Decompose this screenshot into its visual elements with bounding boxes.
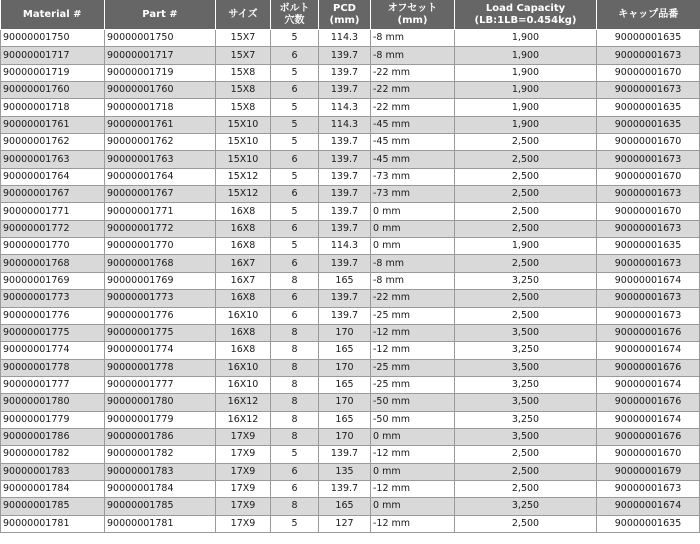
cell-cap-part: 90000001670	[597, 168, 700, 185]
header-size	[216, 0, 271, 30]
cell-load-capacity: 2,500	[455, 480, 597, 497]
header-pcd	[319, 0, 371, 30]
cell-bolt-count: 6	[271, 151, 319, 168]
cell-material: 90000001774	[1, 342, 105, 359]
cell-pcd: 114.3	[319, 238, 371, 255]
cell-cap-part: 90000001673	[597, 220, 700, 237]
table-row	[1, 290, 700, 307]
cell-material: 90000001778	[1, 359, 105, 376]
cell-offset: -22 mm	[371, 82, 455, 99]
cell-pcd: 139.7	[319, 446, 371, 463]
cell-offset: 0 mm	[371, 428, 455, 445]
cell-size: 15X10	[216, 134, 271, 151]
cell-part: 90000001778	[105, 359, 216, 376]
cell-cap-part: 90000001635	[597, 116, 700, 133]
header-offset-line2: (mm)	[397, 14, 428, 26]
cell-part: 90000001783	[105, 463, 216, 480]
table-row	[1, 515, 700, 532]
cell-load-capacity: 2,500	[455, 515, 597, 532]
cell-offset: 0 mm	[371, 220, 455, 237]
cell-pcd: 139.7	[319, 151, 371, 168]
cell-size: 15X8	[216, 82, 271, 99]
cell-part: 90000001771	[105, 203, 216, 220]
cell-bolt-count: 5	[271, 203, 319, 220]
cell-cap-part: 90000001670	[597, 446, 700, 463]
table-row	[1, 203, 700, 220]
cell-pcd: 170	[319, 428, 371, 445]
cell-size: 15X10	[216, 116, 271, 133]
table-row	[1, 498, 700, 515]
cell-load-capacity: 2,500	[455, 151, 597, 168]
header-pcd-line1: PCD	[333, 2, 356, 14]
cell-part: 90000001770	[105, 238, 216, 255]
cell-cap-part: 90000001670	[597, 203, 700, 220]
header-part	[105, 0, 216, 30]
cell-offset: -12 mm	[371, 342, 455, 359]
table-row	[1, 272, 700, 289]
cell-material: 90000001762	[1, 134, 105, 151]
cell-load-capacity: 1,900	[455, 116, 597, 133]
table-row	[1, 99, 700, 116]
cell-material: 90000001775	[1, 324, 105, 341]
cell-part: 90000001761	[105, 116, 216, 133]
cell-part: 90000001772	[105, 220, 216, 237]
cell-cap-part: 90000001676	[597, 359, 700, 376]
cell-cap-part: 90000001635	[597, 238, 700, 255]
cell-bolt-count: 6	[271, 255, 319, 272]
cell-size: 16X10	[216, 359, 271, 376]
cell-bolt-count: 8	[271, 359, 319, 376]
cell-cap-part: 90000001670	[597, 134, 700, 151]
cell-pcd: 170	[319, 324, 371, 341]
cell-pcd: 139.7	[319, 480, 371, 497]
cell-offset: -25 mm	[371, 307, 455, 324]
cell-size: 16X8	[216, 220, 271, 237]
header-size-label: サイズ	[228, 8, 258, 20]
cell-material: 90000001783	[1, 463, 105, 480]
table-row	[1, 463, 700, 480]
cell-cap-part: 90000001674	[597, 498, 700, 515]
header-load	[455, 0, 597, 30]
cell-load-capacity: 1,900	[455, 47, 597, 64]
cell-load-capacity: 2,500	[455, 220, 597, 237]
cell-size: 16X8	[216, 342, 271, 359]
cell-part: 90000001774	[105, 342, 216, 359]
cell-pcd: 139.7	[319, 220, 371, 237]
cell-part: 90000001782	[105, 446, 216, 463]
cell-cap-part: 90000001673	[597, 151, 700, 168]
cell-part: 90000001763	[105, 151, 216, 168]
cell-pcd: 114.3	[319, 99, 371, 116]
cell-offset: -73 mm	[371, 168, 455, 185]
cell-bolt-count: 8	[271, 498, 319, 515]
cell-bolt-count: 6	[271, 480, 319, 497]
cell-part: 90000001781	[105, 515, 216, 532]
cell-size: 16X8	[216, 203, 271, 220]
cell-load-capacity: 2,500	[455, 134, 597, 151]
cell-cap-part: 90000001674	[597, 272, 700, 289]
cell-bolt-count: 6	[271, 47, 319, 64]
cell-pcd: 139.7	[319, 255, 371, 272]
table-row	[1, 342, 700, 359]
cell-bolt-count: 8	[271, 428, 319, 445]
cell-offset: -8 mm	[371, 30, 455, 47]
cell-cap-part: 90000001673	[597, 307, 700, 324]
cell-offset: 0 mm	[371, 238, 455, 255]
cell-material: 90000001782	[1, 446, 105, 463]
cell-load-capacity: 3,250	[455, 272, 597, 289]
table-row	[1, 168, 700, 185]
cell-pcd: 139.7	[319, 290, 371, 307]
cell-pcd: 165	[319, 411, 371, 428]
cell-size: 16X10	[216, 376, 271, 393]
cell-pcd: 165	[319, 272, 371, 289]
cell-bolt-count: 6	[271, 220, 319, 237]
cell-cap-part: 90000001676	[597, 324, 700, 341]
cell-material: 90000001779	[1, 411, 105, 428]
cell-load-capacity: 2,500	[455, 446, 597, 463]
cell-offset: -8 mm	[371, 272, 455, 289]
cell-cap-part: 90000001679	[597, 463, 700, 480]
cell-load-capacity: 1,900	[455, 238, 597, 255]
cell-material: 90000001719	[1, 64, 105, 81]
cell-offset: -50 mm	[371, 411, 455, 428]
cell-offset: -25 mm	[371, 376, 455, 393]
header-cap	[597, 0, 700, 30]
cell-bolt-count: 5	[271, 515, 319, 532]
cell-pcd: 139.7	[319, 64, 371, 81]
cell-bolt-count: 6	[271, 307, 319, 324]
cell-bolt-count: 8	[271, 272, 319, 289]
cell-part: 90000001784	[105, 480, 216, 497]
cell-cap-part: 90000001673	[597, 82, 700, 99]
cell-size: 17X9	[216, 515, 271, 532]
cell-bolt-count: 6	[271, 82, 319, 99]
cell-material: 90000001773	[1, 290, 105, 307]
cell-part: 90000001764	[105, 168, 216, 185]
cell-pcd: 114.3	[319, 30, 371, 47]
cell-material: 90000001771	[1, 203, 105, 220]
header-bolt-line2: 穴数	[284, 14, 305, 26]
cell-size: 15X7	[216, 47, 271, 64]
cell-offset: -12 mm	[371, 515, 455, 532]
cell-size: 17X9	[216, 463, 271, 480]
cell-part: 90000001768	[105, 255, 216, 272]
cell-part: 90000001769	[105, 272, 216, 289]
table-row	[1, 116, 700, 133]
cell-pcd: 165	[319, 342, 371, 359]
cell-bolt-count: 5	[271, 30, 319, 47]
cell-cap-part: 90000001673	[597, 47, 700, 64]
cell-bolt-count: 8	[271, 394, 319, 411]
cell-bolt-count: 5	[271, 446, 319, 463]
cell-cap-part: 90000001670	[597, 64, 700, 81]
cell-offset: -22 mm	[371, 99, 455, 116]
cell-size: 16X12	[216, 411, 271, 428]
cell-material: 90000001784	[1, 480, 105, 497]
cell-pcd: 127	[319, 515, 371, 532]
table-row	[1, 64, 700, 81]
cell-part: 90000001717	[105, 47, 216, 64]
table-row	[1, 394, 700, 411]
cell-size: 15X7	[216, 30, 271, 47]
cell-cap-part: 90000001673	[597, 255, 700, 272]
cell-bolt-count: 8	[271, 342, 319, 359]
header-material	[1, 0, 105, 30]
cell-offset: -12 mm	[371, 324, 455, 341]
table-row	[1, 411, 700, 428]
cell-size: 17X9	[216, 498, 271, 515]
cell-pcd: 165	[319, 498, 371, 515]
cell-bolt-count: 5	[271, 64, 319, 81]
cell-load-capacity: 3,500	[455, 428, 597, 445]
cell-part: 90000001776	[105, 307, 216, 324]
cell-load-capacity: 2,500	[455, 186, 597, 203]
cell-material: 90000001776	[1, 307, 105, 324]
cell-pcd: 139.7	[319, 186, 371, 203]
cell-load-capacity: 1,900	[455, 82, 597, 99]
cell-load-capacity: 3,250	[455, 342, 597, 359]
cell-offset: -45 mm	[371, 116, 455, 133]
cell-pcd: 139.7	[319, 82, 371, 99]
header-pcd-line2: (mm)	[329, 14, 360, 26]
cell-bolt-count: 5	[271, 134, 319, 151]
cell-offset: -45 mm	[371, 151, 455, 168]
cell-pcd: 139.7	[319, 47, 371, 64]
cell-bolt-count: 5	[271, 168, 319, 185]
cell-material: 90000001763	[1, 151, 105, 168]
cell-pcd: 139.7	[319, 203, 371, 220]
cell-size: 17X9	[216, 446, 271, 463]
cell-material: 90000001718	[1, 99, 105, 116]
cell-size: 16X8	[216, 238, 271, 255]
cell-bolt-count: 6	[271, 463, 319, 480]
cell-bolt-count: 8	[271, 376, 319, 393]
cell-offset: -22 mm	[371, 290, 455, 307]
cell-material: 90000001767	[1, 186, 105, 203]
cell-load-capacity: 2,500	[455, 255, 597, 272]
cell-material: 90000001769	[1, 272, 105, 289]
cell-load-capacity: 2,500	[455, 203, 597, 220]
table-row	[1, 186, 700, 203]
cell-size: 16X12	[216, 394, 271, 411]
cell-material: 90000001760	[1, 82, 105, 99]
cell-load-capacity: 2,500	[455, 307, 597, 324]
cell-bolt-count: 6	[271, 186, 319, 203]
cell-load-capacity: 2,500	[455, 290, 597, 307]
cell-bolt-count: 8	[271, 411, 319, 428]
cell-pcd: 165	[319, 376, 371, 393]
cell-load-capacity: 3,250	[455, 376, 597, 393]
cell-pcd: 170	[319, 394, 371, 411]
cell-material: 90000001777	[1, 376, 105, 393]
cell-material: 90000001785	[1, 498, 105, 515]
cell-offset: -45 mm	[371, 134, 455, 151]
cell-size: 15X8	[216, 99, 271, 116]
cell-cap-part: 90000001674	[597, 342, 700, 359]
cell-material: 90000001772	[1, 220, 105, 237]
cell-offset: -12 mm	[371, 480, 455, 497]
table-body	[1, 30, 700, 533]
cell-offset: -25 mm	[371, 359, 455, 376]
cell-material: 90000001770	[1, 238, 105, 255]
table-row	[1, 151, 700, 168]
table-row	[1, 134, 700, 151]
cell-part: 90000001750	[105, 30, 216, 47]
cell-part: 90000001760	[105, 82, 216, 99]
header-offset-line1: オフセット	[387, 2, 438, 14]
cell-offset: -73 mm	[371, 186, 455, 203]
cell-cap-part: 90000001673	[597, 480, 700, 497]
table-row	[1, 30, 700, 47]
cell-material: 90000001768	[1, 255, 105, 272]
cell-size: 17X9	[216, 480, 271, 497]
cell-cap-part: 90000001673	[597, 290, 700, 307]
header-bolt	[271, 0, 319, 30]
cell-load-capacity: 1,900	[455, 99, 597, 116]
table-row	[1, 446, 700, 463]
cell-load-capacity: 2,500	[455, 463, 597, 480]
table-row	[1, 376, 700, 393]
cell-offset: -22 mm	[371, 64, 455, 81]
cell-load-capacity: 3,500	[455, 394, 597, 411]
cell-load-capacity: 3,500	[455, 324, 597, 341]
cell-pcd: 135	[319, 463, 371, 480]
cell-offset: 0 mm	[371, 463, 455, 480]
cell-cap-part: 90000001635	[597, 515, 700, 532]
cell-part: 90000001719	[105, 64, 216, 81]
cell-material: 90000001764	[1, 168, 105, 185]
cell-material: 90000001786	[1, 428, 105, 445]
table-row	[1, 324, 700, 341]
cell-pcd: 139.7	[319, 307, 371, 324]
cell-offset: -8 mm	[371, 47, 455, 64]
table-row	[1, 220, 700, 237]
cell-bolt-count: 6	[271, 290, 319, 307]
header-row	[1, 0, 700, 30]
table-row	[1, 82, 700, 99]
cell-offset: -12 mm	[371, 446, 455, 463]
cell-pcd: 114.3	[319, 116, 371, 133]
cell-load-capacity: 3,250	[455, 498, 597, 515]
table-row	[1, 480, 700, 497]
cell-load-capacity: 2,500	[455, 168, 597, 185]
cell-load-capacity: 1,900	[455, 64, 597, 81]
cell-load-capacity: 1,900	[455, 30, 597, 47]
cell-size: 16X8	[216, 290, 271, 307]
cell-size: 15X8	[216, 64, 271, 81]
cell-offset: -50 mm	[371, 394, 455, 411]
cell-bolt-count: 5	[271, 238, 319, 255]
cell-cap-part: 90000001635	[597, 99, 700, 116]
cell-offset: 0 mm	[371, 498, 455, 515]
cell-part: 90000001780	[105, 394, 216, 411]
cell-cap-part: 90000001676	[597, 428, 700, 445]
table-row	[1, 307, 700, 324]
header-bolt-line1: ボルト	[279, 2, 310, 14]
cell-part: 90000001767	[105, 186, 216, 203]
table-row	[1, 359, 700, 376]
cell-cap-part: 90000001635	[597, 30, 700, 47]
header-load-line2: (LB:1LB=0.454kg)	[474, 14, 577, 26]
cell-size: 16X8	[216, 324, 271, 341]
cell-size: 15X12	[216, 168, 271, 185]
cell-load-capacity: 3,500	[455, 359, 597, 376]
cell-size: 16X7	[216, 255, 271, 272]
cell-cap-part: 90000001673	[597, 186, 700, 203]
cell-cap-part: 90000001676	[597, 394, 700, 411]
table-row	[1, 47, 700, 64]
cell-cap-part: 90000001674	[597, 411, 700, 428]
header-load-line1: Load Capacity	[485, 2, 566, 14]
cell-bolt-count: 5	[271, 99, 319, 116]
cell-offset: -8 mm	[371, 255, 455, 272]
cell-part: 90000001762	[105, 134, 216, 151]
cell-material: 90000001781	[1, 515, 105, 532]
table-row	[1, 428, 700, 445]
cell-material: 90000001761	[1, 116, 105, 133]
cell-part: 90000001775	[105, 324, 216, 341]
cell-material: 90000001750	[1, 30, 105, 47]
cell-size: 15X12	[216, 186, 271, 203]
cell-part: 90000001786	[105, 428, 216, 445]
cell-size: 15X10	[216, 151, 271, 168]
table-row	[1, 238, 700, 255]
table-row	[1, 255, 700, 272]
cell-offset: 0 mm	[371, 203, 455, 220]
cell-size: 16X10	[216, 307, 271, 324]
cell-bolt-count: 8	[271, 324, 319, 341]
cell-part: 90000001785	[105, 498, 216, 515]
cell-part: 90000001777	[105, 376, 216, 393]
cell-pcd: 139.7	[319, 134, 371, 151]
cell-pcd: 170	[319, 359, 371, 376]
header-part-label: Part #	[142, 8, 178, 20]
cell-bolt-count: 5	[271, 116, 319, 133]
cell-part: 90000001779	[105, 411, 216, 428]
cell-pcd: 139.7	[319, 168, 371, 185]
header-cap-label: キャップ品番	[618, 8, 679, 20]
cell-size: 16X7	[216, 272, 271, 289]
cell-material: 90000001717	[1, 47, 105, 64]
cell-size: 17X9	[216, 428, 271, 445]
header-offset	[371, 0, 455, 30]
cell-part: 90000001718	[105, 99, 216, 116]
cell-cap-part: 90000001674	[597, 376, 700, 393]
header-material-label: Material #	[22, 8, 82, 20]
cell-load-capacity: 3,250	[455, 411, 597, 428]
cell-material: 90000001780	[1, 394, 105, 411]
cell-part: 90000001773	[105, 290, 216, 307]
